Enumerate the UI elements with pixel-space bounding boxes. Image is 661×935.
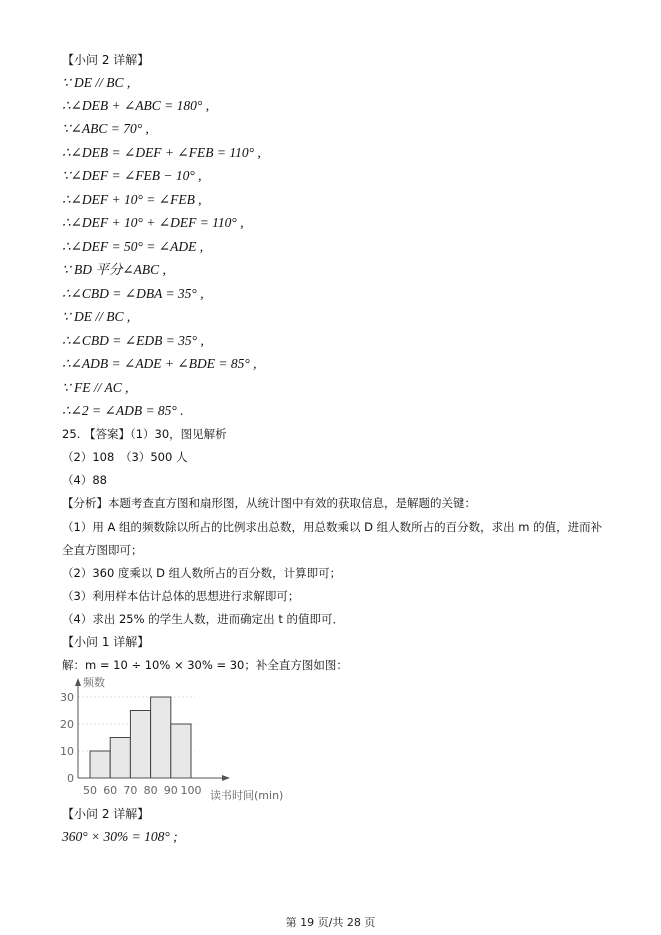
y-tick-label-30: 30 <box>60 691 74 704</box>
proof-line-15: ∴∠2 = ∠ADB = 85° . <box>62 403 184 418</box>
proof-line-13: ∴∠ADB = ∠ADE + ∠BDE = 85° , <box>62 356 257 371</box>
frequency-histogram <box>56 674 306 802</box>
histogram-bar-90-100 <box>171 724 191 778</box>
histogram-bar-60-70 <box>110 738 130 779</box>
proof-line-10: ∴∠CBD = ∠DBA = 35° , <box>62 286 204 301</box>
x-axis-arrow-icon <box>222 775 230 781</box>
x-tick-label-90: 90 <box>163 784 178 797</box>
x-tick-label-100: 100 <box>180 784 202 797</box>
proof-line-14: ∵ FE // AC , <box>62 380 129 395</box>
proof-line-7: ∴∠DEF + 10° + ∠DEF = 110° , <box>62 215 244 230</box>
answer-line-2: （2）108 （3）500 人 <box>62 450 188 464</box>
proof-line-5: ∵∠DEF = ∠FEB − 10° , <box>62 168 202 183</box>
x-tick-label-80: 80 <box>143 784 158 797</box>
proof-line-2: ∴∠DEB + ∠ABC = 180° , <box>62 98 210 113</box>
q1-detail-header: 【小问 1 详解】 <box>62 635 150 649</box>
analysis-intro: 【分析】本题考查直方图和扇形图，从统计图中有效的获取信息，是解题的关键： <box>62 496 476 510</box>
proof-line-3: ∵∠ABC = 70° , <box>62 121 149 136</box>
histogram-bar-80-90 <box>151 697 171 778</box>
y-tick-label-10: 10 <box>60 745 74 758</box>
analysis-point-3: （3）利用样本估计总体的思想进行求解即可； <box>62 589 300 603</box>
analysis-point-1a: （1）用 A 组的频数除以所占的比例求出总数，用总数乘以 D 组人数所占的百分数，求出 m 的值，进而补 <box>62 520 603 534</box>
answer-line-1: 25. 【答案】（1）30，图见解析 <box>62 427 227 441</box>
answer-line-3: （4）88 <box>62 473 107 487</box>
solution-line-2: 360° × 30% = 108° ; <box>62 829 178 844</box>
analysis-point-2: （2）360 度乘以 D 组人数所占的百分数，计算即可； <box>62 566 342 580</box>
proof-line-11: ∵ DE // BC , <box>62 309 131 324</box>
page-footer: 第 19 页/共 28 页 <box>285 916 376 929</box>
y-tick-label-0: 0 <box>67 772 74 785</box>
analysis-point-1b: 全直方图即可； <box>62 543 143 557</box>
q2-detail-header: 【小问 2 详解】 <box>62 53 150 67</box>
x-tick-label-70: 70 <box>123 784 138 797</box>
y-axis-arrow-icon <box>75 678 81 686</box>
analysis-point-4: （4）求出 25% 的学生人数，进而确定出 t 的值即可． <box>62 612 345 626</box>
x-tick-label-50: 50 <box>83 784 97 797</box>
histogram-bar-70-80 <box>130 711 150 779</box>
y-tick-label-20: 20 <box>60 718 74 731</box>
solution-line-1: 解：m = 10 ÷ 10% × 30% = 30；补全直方图如图： <box>62 658 348 672</box>
proof-line-4: ∴∠DEB = ∠DEF + ∠FEB = 110° , <box>62 145 261 160</box>
x-axis-label: 读书时间(min) <box>210 789 284 802</box>
proof-line-1: ∵ DE // BC , <box>62 75 131 90</box>
proof-line-6: ∴∠DEF + 10° = ∠FEB , <box>62 192 202 207</box>
y-axis-label: 频数 <box>83 676 105 689</box>
proof-line-8: ∴∠DEF = 50° = ∠ADE , <box>62 239 204 254</box>
q2b-detail-header: 【小问 2 详解】 <box>62 807 150 821</box>
proof-line-12: ∴∠CBD = ∠EDB = 35° , <box>62 333 204 348</box>
proof-line-9: ∵ BD 平分∠ABC , <box>62 262 166 277</box>
histogram-bar-50-60 <box>90 751 110 778</box>
x-tick-label-60: 60 <box>103 784 118 797</box>
